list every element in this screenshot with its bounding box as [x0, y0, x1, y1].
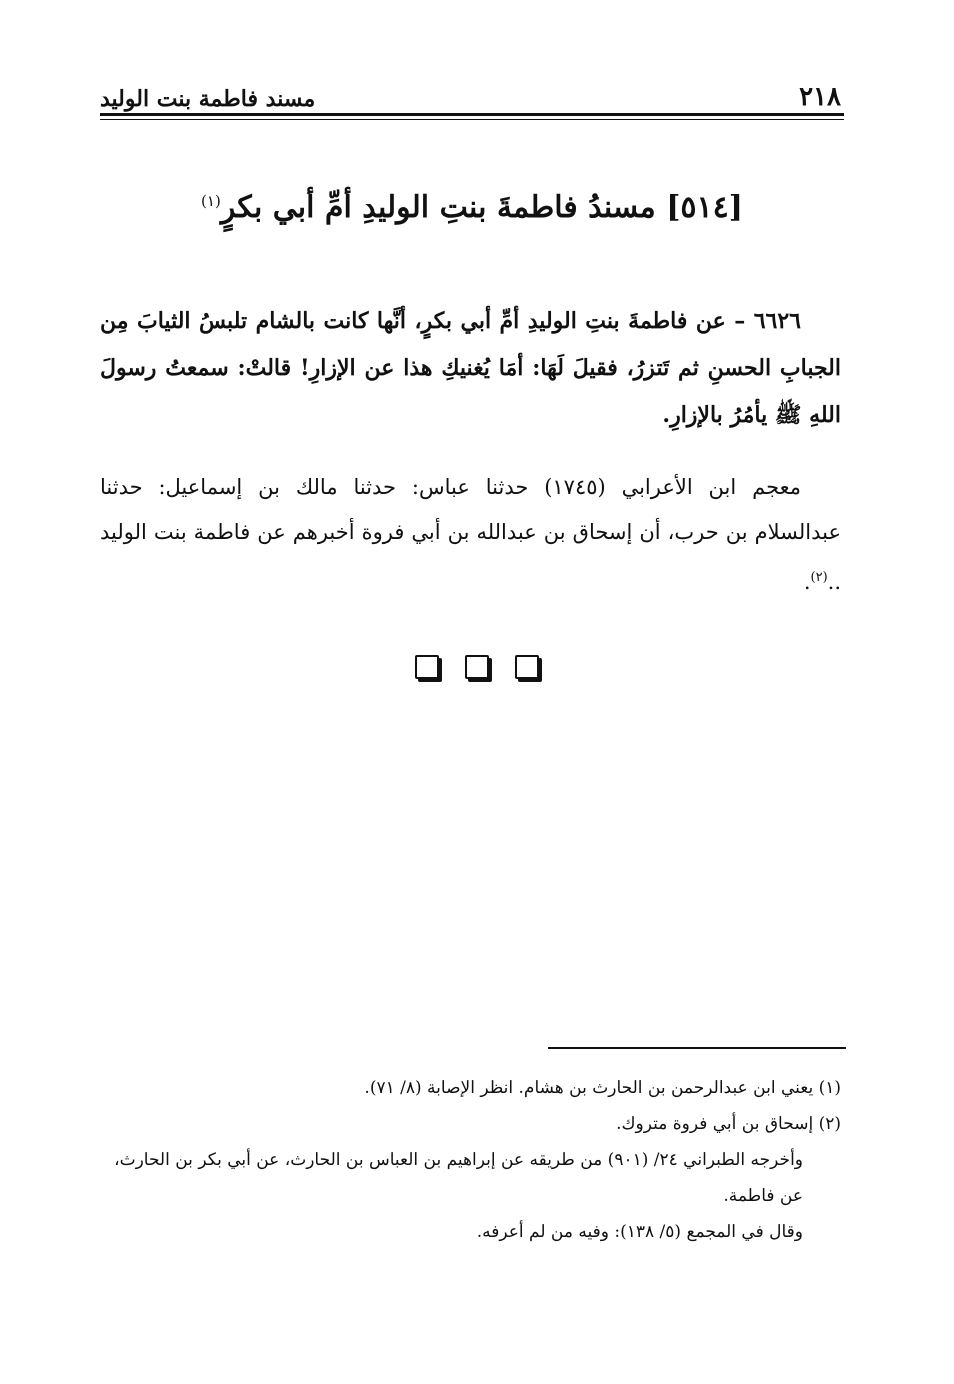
section-title-text: [٥١٤] مسندُ فاطمةَ بنتِ الوليدِ أمِّ أبي بكرٍ [220, 190, 743, 225]
header-rule-thick [100, 113, 844, 116]
footnote-2-continuation: وقال في المجمع (٥/ ١٣٨): وفيه من لم أعرفه. [476, 1222, 803, 1242]
running-title: مسند فاطمة بنت الوليد [100, 86, 316, 112]
isnad-text: معجم ابن الأعرابي (١٧٤٥) حدثنا عباس: حدثنا مالك بن إسماعيل: حدثنا عبدالسلام بن حرب، أن إسحاق بن عبدالله بن أبي فروة أخبرهم عن فاطمة بنت الوليد .. [100, 475, 841, 594]
footnote-ref-1: (١) [201, 192, 221, 210]
footnote-2: (٢) إسحاق بن أبي فروة متروك. [616, 1114, 841, 1134]
page-header [100, 72, 841, 112]
ornament-box-icon [515, 655, 539, 679]
header-rule-thin [100, 119, 844, 120]
section-ornament [0, 655, 954, 679]
isnad-paragraph: معجم ابن الأعرابي (١٧٤٥) حدثنا عباس: حدثنا مالك بن إسماعيل: حدثنا عبدالسلام بن حرب، أن إسحاق بن عبدالله بن أبي فروة أخبرهم عن فاطمة بنت الوليد ..$^{(٢)}$. [100, 475, 841, 594]
ornament-box-icon [465, 655, 489, 679]
footnote-ref-2: (٢) [810, 570, 828, 585]
ornament-box-icon [415, 655, 439, 679]
footnote-1: (١) يعني ابن عبدالرحمن بن الحارث بن هشام. انظر الإصابة (٨/ ٧١). [364, 1078, 841, 1098]
page-number: ٢١٨ [799, 82, 841, 112]
section-title [100, 190, 844, 225]
footnote-2-continuation: وأخرجه الطبراني ٢٤/ (٩٠١) من طريقه عن إبراهيم بن العباس بن الحارث، عن أبي بكر بن الحارث، عن فاطمة. [114, 1150, 803, 1206]
hadith-text: ٦٦٢٦ – عن فاطمةَ بنتِ الوليدِ أمِّ أبي بكرٍ، أنَّها كانت بالشام تلبسُ الثيابَ مِن الجبابِ الحسنِ ثم تَتزرُ، فقيلَ لَهَا: أمَا يُغنيكِ هذا عن الإزارِ! قالتْ: سمعتُ رسولَ اللهِ ﷺ يأمُرُ بالإزارِ. [100, 308, 841, 428]
footnote-separator [548, 1047, 846, 1049]
footnotes [100, 1070, 841, 1250]
